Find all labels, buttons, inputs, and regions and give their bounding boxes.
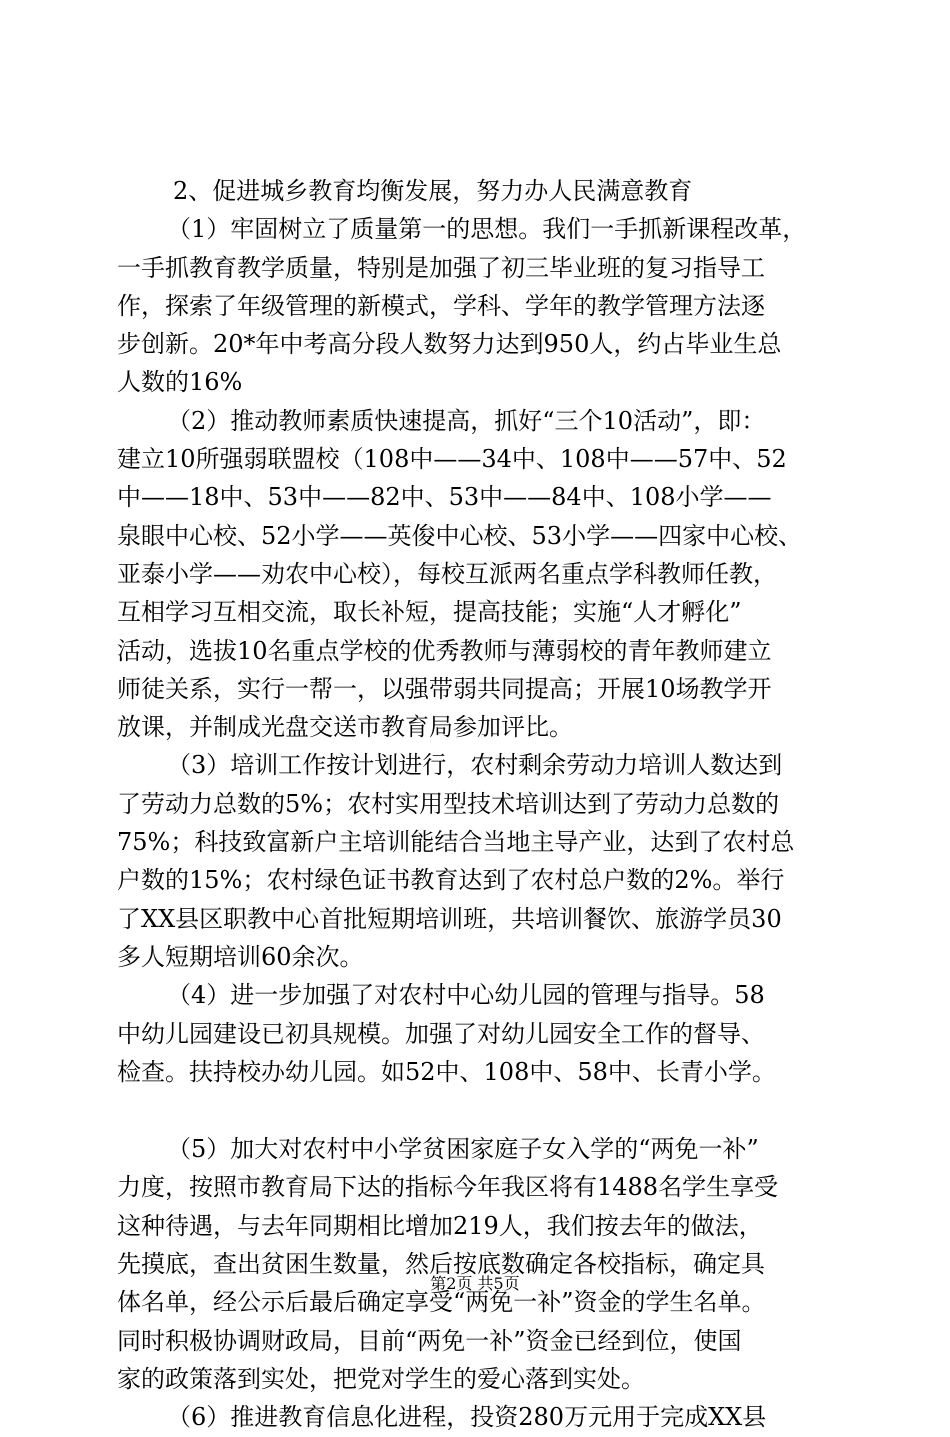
text-line: 建立10所强弱联盟校（108中——34中、108中——57中、52: [117, 445, 787, 474]
text-line: 了XX县区职教中心首批短期培训班，共培训餐饮、旅游学员30: [117, 904, 782, 933]
text-line: 亚泰小学——劝农中心校），每校互派两名重点学科教师任教，: [117, 559, 777, 588]
text-line: 这种待遇，与去年同期相比增加219人，我们按去年的做法，: [117, 1211, 763, 1240]
text-line: 步创新。20*年中考高分段人数努力达到950人，约占毕业生总: [117, 330, 782, 359]
text-line: 户数的15%；农村绿色证书教育达到了农村总户数的2%。举行: [117, 866, 785, 895]
text-line: 家的政策落到实处，把党对学生的爱心落到实处。: [117, 1364, 645, 1393]
text-line: 师徒关系，实行一帮一，以强带弱共同提高；开展10场教学开: [117, 674, 772, 703]
text-line: 力度，按照市教育局下达的指标今年我区将有1488名学生享受: [117, 1173, 779, 1202]
text-line: （5）加大对农村中小学贫困家庭子女入学的“两免一补”: [167, 1135, 759, 1164]
text-line: 75%；科技致富新户主培训能结合当地主导产业，达到了农村总: [117, 828, 795, 857]
text-line: （6）推进教育信息化进程，投资280万元用于完成XX县: [167, 1403, 767, 1432]
text-line: 一手抓教育教学质量，特别是加强了初三毕业班的复习指导工: [117, 253, 765, 282]
text-line: （4）进一步加强了对农村中心幼儿园的管理与指导。58: [167, 981, 765, 1010]
section-heading: 2、促进城乡教育均衡发展，努力办人民满意教育: [173, 177, 693, 205]
text-line: 先摸底，查出贫困生数量，然后按底数确定各校指标，确定具: [117, 1250, 765, 1279]
text-line: （2）推动教师素质快速提高，抓好“三个10活动”，即：: [167, 406, 766, 435]
text-line: 作，探索了年级管理的新模式，学科、学年的教学管理方法逐: [117, 291, 765, 320]
text-line: 互相学习互相交流，取长补短，提高技能；实施“人才孵化”: [117, 598, 742, 627]
text-line: 中幼儿园建设已初具规模。加强了对幼儿园安全工作的督导、: [117, 1019, 765, 1048]
text-line: 放课，并制成光盘交送市教育局参加评比。: [117, 713, 573, 742]
body-text: [117, 172, 837, 1437]
text-line: 检查。扶持校办幼儿园。如52中、108中、58中、长青小学。: [117, 1057, 776, 1086]
text-line: 多人短期培训60余次。: [117, 942, 364, 971]
text-line: （3）培训工作按计划进行，农村剩余劳动力培训人数达到: [167, 751, 783, 780]
text-line: 同时积极协调财政局，目前“两免一补”资金已经到位，使国: [117, 1326, 742, 1355]
text-line: 活动，选拔10名重点学校的优秀教师与薄弱校的青年教师建立: [117, 636, 772, 665]
page-footer: 第2页 共5页: [430, 1274, 520, 1293]
text-line: （1）牢固树立了质量第一的思想。我们一手抓新课程改革，: [167, 215, 807, 244]
text-line: 泉眼中心校、52小学——英俊中心校、53小学——四家中心校、: [117, 521, 803, 550]
text-line: 了劳动力总数的5%；农村实用型技术培训达到了劳动力总数的: [117, 789, 780, 818]
blank-line: [117, 1091, 837, 1130]
text-line: 人数的16%: [117, 368, 243, 397]
text-line: 中——18中、53中——82中、53中——84中、108小学——: [117, 483, 772, 512]
text-line: 体名单，经公示后最后确定享受“两免一补”资金的学生名单。: [117, 1288, 766, 1317]
